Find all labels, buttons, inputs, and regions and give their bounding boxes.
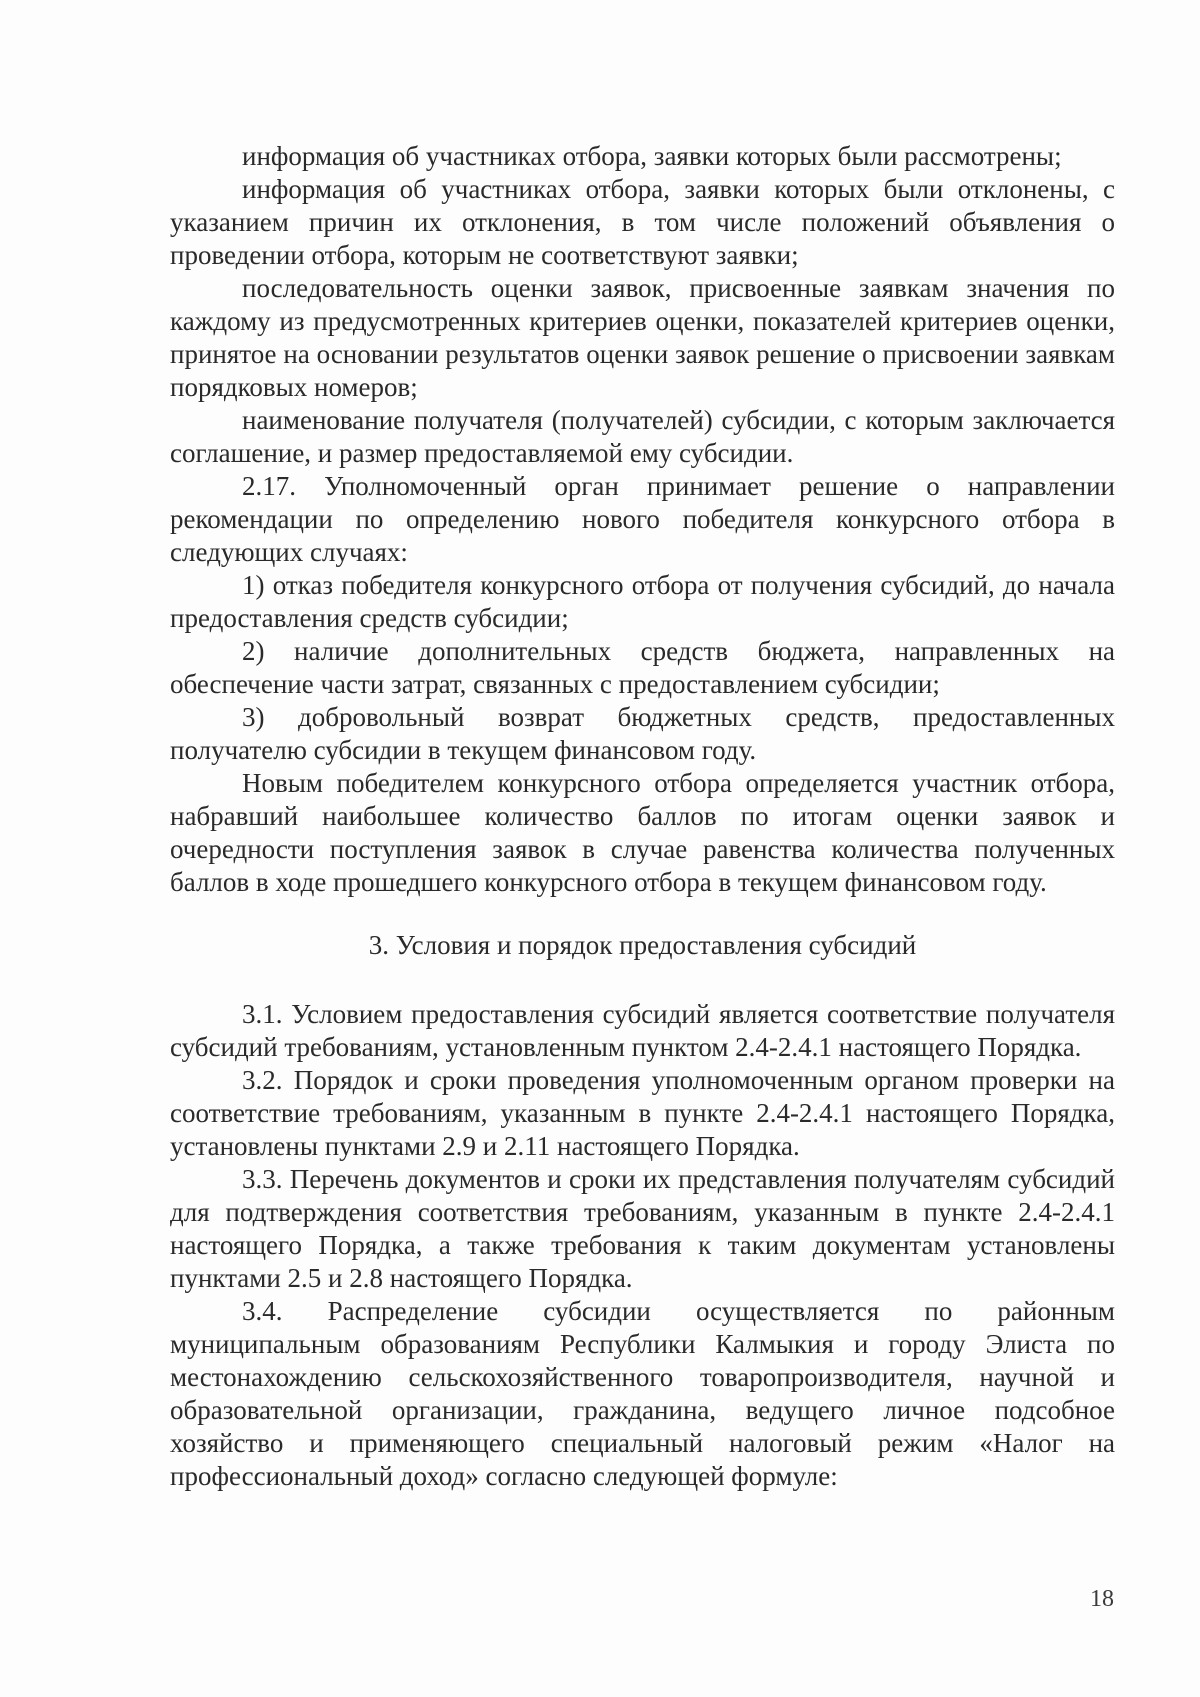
page-number: 18 [1090,1586,1114,1612]
paragraph-case-3: 3) добровольный возврат бюджетных средств, предоставленных получателю субсидии в текущем финансовом году. [170,702,1115,765]
paragraph-3-2: 3.2. Порядок и сроки проведения уполномоченным органом проверки на соответствие требованиям, указанным в пункте 2.4-2.4.1 настоящего Порядка, установлены пунктами 2.9 и 2.11 настоящего Порядка. [170,1065,1115,1161]
paragraph-evaluation-sequence: последовательность оценки заявок, присвоенные заявкам значения по каждому из предусмотренных критериев оценки, показателей критериев оценки, принятое на основании результатов оценки заявок решение о присвоении заявкам порядковых номеров; [170,273,1115,402]
paragraph-rejected-participants: информация об участниках отбора, заявки которых были отклонены, с указанием причин их отклонения, в том числе положений объявления о проведении отбора, которым не соответствуют заявки; [170,174,1115,270]
paragraph-recipient-name: наименование получателя (получателей) субсидии, с которым заключается соглашение, и размер предоставляемой ему субсидии. [170,405,1115,468]
paragraph-reviewed-participants: информация об участниках отбора, заявки которых были рассмотрены; [242,141,1062,171]
paragraph-new-winner: Новым победителем конкурсного отбора определяется участник отбора, набравший наибольшее количество баллов по итогам оценки заявок и очередности поступления заявок в случае равенства количества полученных баллов в ходе прошедшего конкурсного отбора в текущем финансовом году. [170,768,1115,897]
document-body [170,140,1115,1493]
paragraph-3-3: 3.3. Перечень документов и сроки их представления получателям субсидий для подтверждения соответствия требованиям, указанным в пункте 2.4-2.4.1 настоящего Порядка, а также требования к таким документам установлены пунктами 2.5 и 2.8 настоящего Порядка. [170,1164,1115,1293]
paragraph-3-4: 3.4. Распределение субсидии осуществляется по районным муниципальным образованиям Республики Калмыкия и городу Элиста по местонахождению сельскохозяйственного товаропроизводителя, научной и образовательной организации, гражданина, ведущего личное подсобное хозяйство и применяющего специальный налоговый режим «Налог на профессиональный доход» согласно следующей формуле: [170,1296,1115,1491]
section-heading: 3. Условия и порядок предоставления субсидий [368,930,917,960]
paragraph-case-2: 2) наличие дополнительных средств бюджета, направленных на обеспечение части затрат, связанных с предоставлением субсидии; [170,636,1115,699]
paragraph-case-1: 1) отказ победителя конкурсного отбора от получения субсидий, до начала предоставления средств субсидии; [170,570,1115,633]
paragraph-2-17: 2.17. Уполномоченный орган принимает решение о направлении рекомендации по определению нового победителя конкурсного отбора в следующих случаях: [170,471,1115,567]
paragraph-3-1: 3.1. Условием предоставления субсидий является соответствие получателя субсидий требованиям, установленным пунктом 2.4-2.4.1 настоящего Порядка. [170,999,1115,1062]
